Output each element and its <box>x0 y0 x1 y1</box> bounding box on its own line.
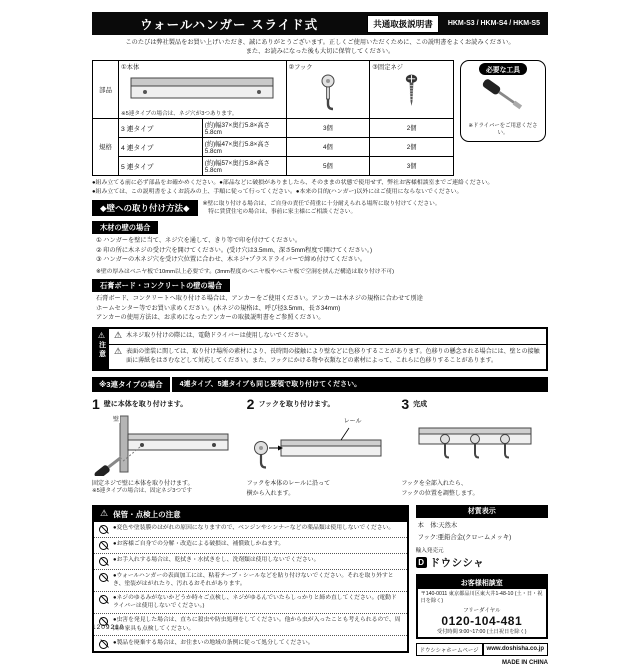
storage-item <box>94 614 407 636</box>
storage-item-text: ●お客様ご自身での分解・改造による破損は、補償致しかねます。 <box>113 541 285 548</box>
required-tools-box <box>460 60 546 142</box>
prohibition-icon <box>99 573 108 582</box>
wood-wall-title: 木材の壁の場合 <box>92 221 158 234</box>
steps-type-label: ※3連タイプの場合 <box>92 377 170 392</box>
intro-line-1: このたびは弊社製品をお買い上げいただき、誠にありがとうございます。正しくご使用いただくために、この説明書をよくお読みください。 <box>125 39 515 46</box>
page-title: ウォールハンガー スライド式 <box>140 17 319 32</box>
type-3-size: (約)幅37×奥行5.8×高さ5.8cm <box>202 118 286 137</box>
homepage-row <box>416 643 548 656</box>
storage-item <box>94 538 407 554</box>
distributor-label: 輸入発売元 <box>415 548 444 555</box>
customer-service-box <box>416 574 548 639</box>
type-3-label: 3 連タイプ <box>119 118 203 137</box>
step-1-figure <box>92 414 239 478</box>
warning-triangle-icon: ⚠ <box>114 331 123 342</box>
mounting-note <box>203 200 441 217</box>
step-1 <box>92 397 239 499</box>
prohibition-icon <box>99 640 108 649</box>
caution-item <box>109 345 546 368</box>
step-1-number: 1 <box>92 395 100 412</box>
mounting-note-2: 特に賃貸住宅の場合は、事前に家主様にご相談ください。 <box>202 208 357 215</box>
wood-wall-note: ※壁の厚みはベニヤ板で10mm以上必要です。(3mm程度のベニヤ板やベニヤ板で空洞を挟んだ構造は取り付け不可) <box>96 268 395 275</box>
caution-item <box>109 329 546 345</box>
customer-service-title: お客様相談室 <box>418 576 546 589</box>
made-in-label: MADE IN CHINA <box>502 660 548 666</box>
phone-number: 0120-104-481 <box>441 614 523 629</box>
caution-label: 注意 <box>98 341 106 360</box>
steps-header <box>92 377 548 392</box>
part-body-cell <box>119 60 287 118</box>
step-1-illustration <box>92 414 237 476</box>
step-2-caption: フックを本体のレールに沿って <box>246 480 331 487</box>
type-5-label: 5 連タイプ <box>119 156 203 175</box>
storage-item <box>94 570 407 592</box>
storage-item <box>94 554 407 570</box>
storage-caution-box <box>92 505 409 654</box>
part-hook-cell <box>286 60 370 118</box>
wood-step-2: ② 印の所に木ネジの受け穴を開けてください。(受け穴は3.5mm、深さ5mm程度で開けてください。) <box>96 246 373 254</box>
caution-side-label <box>94 329 109 368</box>
manual-type-badge: 共通取扱説明書 <box>367 15 439 33</box>
bottom-section <box>92 505 548 666</box>
prohibition-icon <box>99 541 108 550</box>
board-text-3: アンカーの使用方法は、お求めになったアンカーの取扱説明書をご参照ください。 <box>96 314 325 322</box>
parts-row-label: 部品 <box>93 60 119 118</box>
warning-triangle-icon: ⚠ <box>100 508 109 519</box>
intro-line-2: また、お読みになった後も大切に保管してください。 <box>245 47 395 55</box>
type-5-size: (約)幅57×奥行5.8×高さ5.8cm <box>202 156 286 175</box>
storage-item-text: ●変色や塗装膜のはがれの原因になりますので、ベンジンやシンナーなどの薬品類は使用しないでください。 <box>113 525 395 532</box>
storage-caution-header <box>94 507 407 522</box>
assembly-notes <box>92 179 548 197</box>
storage-caution-title: 保管・点検上の注意 <box>113 509 181 519</box>
wall-label: 壁 <box>112 414 120 423</box>
parts-table <box>92 60 454 176</box>
step-1-title: 壁に本体を取り付けます。 <box>103 400 188 408</box>
step-3-caption-2: フックの位置を調整します。 <box>401 491 479 498</box>
manual-page <box>92 12 548 666</box>
storage-item-text: ●ウォールハンガーの表面加工には、粘着テープ・シールなどを貼り付けないでください。それを取り外すとき、塗装がはがれたり、汚れるおそれがあります。 <box>113 573 394 588</box>
type-4-size: (約)幅47×奥行5.8×高さ5.8cm <box>202 137 286 156</box>
type-5-screws: 3個 <box>370 156 454 175</box>
part-screw-label: ③固定ネジ <box>372 63 404 71</box>
caution-item-text: 木ネジ取り付けの際には、電動ドライバーは使用しないでください。 <box>126 333 312 340</box>
type-3-hooks: 3個 <box>286 118 370 137</box>
storage-item-text: ●虫害を発見した場合は、直ちに殺虫や防虫処理をしてください。他から虫が入ったことも考えられるので、周囲の家具も点検してください。 <box>113 617 401 632</box>
freedial-label: フリーダイヤル <box>463 608 501 615</box>
step-2-caption-2: 横から入れます。 <box>246 491 295 498</box>
rail-label: レール <box>343 416 363 425</box>
step-3-figure <box>401 414 548 478</box>
homepage-label: ドウシシャホームページ <box>416 643 483 656</box>
part-body-label: ①本体 <box>121 63 140 71</box>
storage-item-text: ●ネジのゆるみがないかどうか時々ご点検し、ネジがゆるんでいたらしっかりと締め直してください。(電動ドライバーは使用しないでください。) <box>113 595 397 610</box>
assembly-note-2: ●組み立ては、この説明書をよくお読みの上、手順に従って行ってください。●本来の目的(ハンガー)以外にはご使用にならないでください。 <box>92 188 463 195</box>
caution-rows <box>109 329 546 368</box>
step-3-illustration <box>401 414 546 476</box>
warning-triangle-icon: ⚠ <box>97 331 106 341</box>
caution-box <box>92 327 548 370</box>
info-column <box>416 505 548 666</box>
storage-item-text: ●製品を廃棄する場合は、お住まいの地域の条例に従って処分してください。 <box>113 639 314 646</box>
step-2-number: 2 <box>246 395 255 412</box>
part-screw-cell <box>370 60 454 118</box>
document-code: 1209210 <box>92 624 125 631</box>
materials-title: 材質表示 <box>416 505 548 518</box>
model-numbers: HKM-S3 / HKM-S4 / HKM-S5 <box>447 20 540 27</box>
wood-step-3: ③ ハンガーの木ネジ穴を受け穴位置に合わせ、木ネジ+プラスドライバーで締め付けてください。 <box>96 256 367 264</box>
board-text-2: ホームセンター等でお買い求めください。(木ネジの規格は、呼び径3.5mm、長さ34mm) <box>96 304 341 312</box>
type-5-hooks: 5個 <box>286 156 370 175</box>
doshisha-logo <box>416 555 548 570</box>
step-1-caption: 固定ネジで壁に本体を取り付けます。 <box>92 480 194 487</box>
intro-text <box>92 39 548 57</box>
screw-hole-note: ※5連タイプの場合は、ネジ穴が3つあります。 <box>121 110 238 117</box>
type-4-label: 4 連タイプ <box>119 137 203 156</box>
spec-row-label: 規格 <box>93 118 119 175</box>
step-1-note: ※5連タイプの場合は、固定ネジ3つです <box>92 488 193 495</box>
customer-service-body <box>418 589 546 637</box>
homepage-url: www.doshisha.co.jp <box>483 643 548 656</box>
installation-steps <box>92 397 548 499</box>
tools-note: ※ドライバーをご用意ください。 <box>468 122 538 136</box>
mounting-title: ◆壁への取り付け方法◆ <box>92 200 198 216</box>
storage-item-text: ●お手入れする場合は、乾拭き・水拭きをし、洗剤類は使用しないでください。 <box>113 557 320 564</box>
type-3-screws: 2個 <box>370 118 454 137</box>
storage-item <box>94 636 407 651</box>
required-tools-title: 必要な工具 <box>479 63 527 75</box>
material-body: 本 体:天然木 <box>417 521 458 529</box>
storage-item <box>94 592 407 614</box>
step-3-caption: フックを全部入れたら、 <box>401 480 467 487</box>
parts-section <box>92 60 548 176</box>
board-wall-title: 石膏ボード・コンクリートの壁の場合 <box>92 279 230 292</box>
header-bar <box>92 12 548 35</box>
step-3 <box>401 397 548 499</box>
board-text-1: 石膏ボード、コンクリートへ取り付ける場合は、アンカーをご使用ください。アンカーは木ネジの規格に合わせて別途 <box>96 295 423 303</box>
customer-service-address: 〒140-0011 東京都品川区東大井1-48-10 (土・日・祝日を除く) <box>420 591 543 605</box>
doshisha-logo-text: ドウシシャ <box>429 557 485 570</box>
screw-illustration <box>404 74 419 108</box>
steps-type-note: 4連タイプ、5連タイプも同じ要領で取り付けてください。 <box>172 377 548 392</box>
prohibition-icon <box>99 557 108 566</box>
service-hours: 受付時間 9:00~17:00 (土日祝日を除く) <box>437 629 527 636</box>
distributor-block <box>416 546 548 570</box>
assembly-note-1: ●組み立てる前に必ず部品をお確かめください。●部品などに破損がありましたら、そのままの状態で使用せず、弊社お客様相談室までご連絡ください。 <box>92 179 494 186</box>
doshisha-logo-icon: D <box>416 557 427 568</box>
step-3-title: 完成 <box>413 400 428 408</box>
warning-triangle-icon: ⚠ <box>114 347 123 358</box>
step-2-illustration <box>247 414 392 476</box>
material-hook: フック:亜鉛合金(クロームメッキ) <box>417 533 512 541</box>
type-4-hooks: 4個 <box>286 137 370 156</box>
caution-item-text: 表面の塗装に関しては、取り付け場所の素材により、長時間の接触により壁などに色移りすることがあります。色移りの懸念される場合には、壁との接触面に薄紙をはさむなどして対応してください。また、フックにかける物や衣類などの素材によって、これらに色移りすることがあります。 <box>126 349 540 365</box>
storage-item <box>94 522 407 538</box>
step-2-figure <box>247 414 394 478</box>
hook-illustration <box>317 74 339 112</box>
wood-step-1: ① ハンガーを壁に当て、ネジ穴を通して、きり等で印を付けてください。 <box>96 237 302 245</box>
type-4-screws: 2個 <box>370 137 454 156</box>
part-hook-label: ②フック <box>288 63 313 71</box>
step-3-number: 3 <box>401 395 410 412</box>
prohibition-icon <box>99 525 108 534</box>
step-2-title: フックを取り付けます。 <box>258 400 335 408</box>
screwdriver-icon <box>475 74 531 118</box>
prohibition-icon <box>99 595 108 604</box>
wall-hanger-body-illustration <box>127 74 277 104</box>
mounting-note-1: ※壁に取り付ける場合は、ご自身の責任で荷重に十分耐えられる場所に取り付けてください。 <box>202 200 441 207</box>
step-2 <box>247 397 394 499</box>
mounting-section-header <box>92 200 548 217</box>
